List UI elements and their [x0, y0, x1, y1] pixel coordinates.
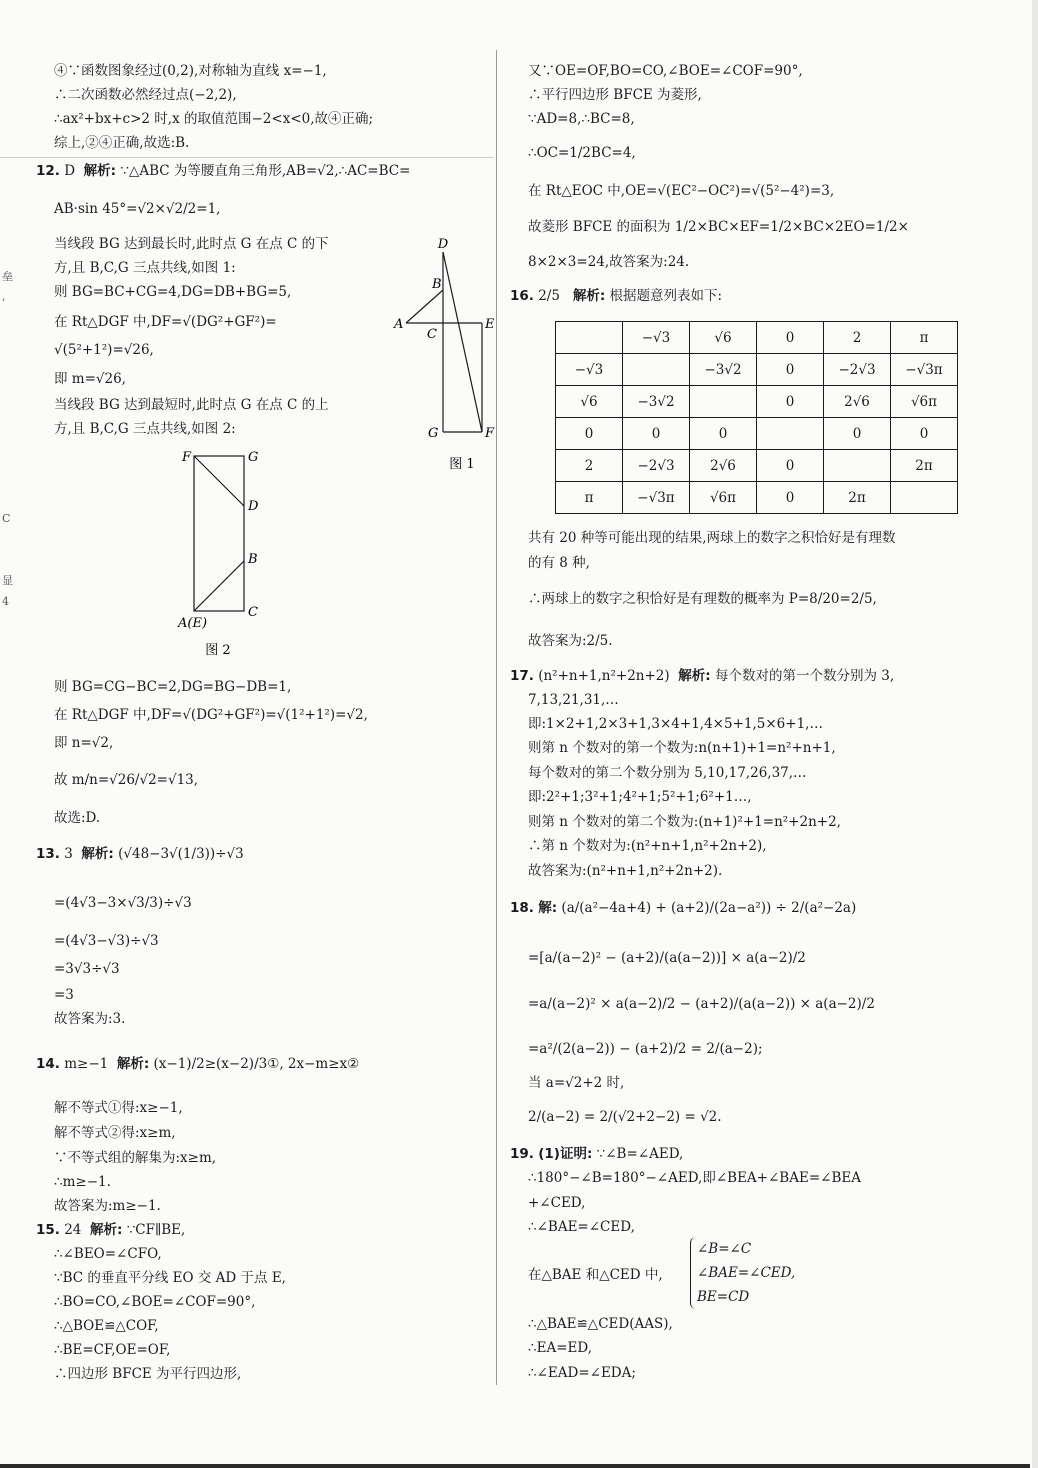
probability-table	[555, 321, 958, 514]
solution-line: 又∵OE=OF,BO=CO,∠BOE=∠COF=90°,	[528, 63, 803, 79]
fig1-caption: 图 1	[449, 457, 475, 472]
solution-text: (√48−3√(1/3))÷√3	[118, 846, 244, 862]
solution-text: (a/(a²−4a+4) + (a+2)/(2a−a²)) ÷ 2/(a²−2a)	[561, 900, 857, 916]
table-cell: π	[556, 482, 623, 514]
solution-line: ∴∠BEO=∠CFO,	[54, 1246, 162, 1262]
question-17	[510, 667, 894, 685]
question-12	[36, 162, 410, 180]
table-cell: 0	[757, 322, 824, 354]
table-cell: −3√2	[690, 354, 757, 386]
table-row	[556, 386, 958, 418]
fig1-label-g: G	[428, 426, 439, 441]
solution-line: +∠CED,	[528, 1195, 586, 1211]
solution-line: ∵不等式组的解集为:x≥m,	[54, 1150, 217, 1166]
margin-mark: 显	[2, 574, 13, 587]
solution-line: 在△BAE 和△CED 中,	[528, 1267, 663, 1283]
analysis-label: 解析:	[81, 846, 114, 862]
table-cell: √6π	[690, 482, 757, 514]
table-cell	[556, 322, 623, 354]
solution-line: ∴EA=ED,	[528, 1340, 592, 1356]
question-number: 13.	[36, 846, 60, 862]
solution-line: 方,且 B,C,G 三点共线,如图 1:	[54, 260, 236, 276]
table-cell: 2π	[824, 482, 891, 514]
solution-line: 则 BG=CG−BC=2,DG=BG−DB=1,	[54, 679, 292, 695]
solution-line: =[a/(a−2)² − (a+2)/(a(a−2))] × a(a−2)/2	[528, 950, 806, 966]
question-number: 18.	[510, 900, 534, 916]
solution-line: ④∵函数图象经过(0,2),对称轴为直线 x=−1,	[54, 63, 327, 79]
table-cell: 2√6	[824, 386, 891, 418]
solution-line: =3√3÷√3	[54, 961, 120, 977]
table-row	[556, 482, 958, 514]
question-13	[36, 845, 244, 863]
solution-line: 故选:D.	[54, 810, 101, 826]
solution-line: 当 a=√2+2 时,	[528, 1075, 625, 1091]
solution-line: √(5²+1²)=√26,	[54, 342, 154, 358]
question-number: 15.	[36, 1222, 60, 1238]
solution-line: ∵AD=8,∴BC=8,	[528, 111, 635, 127]
solution-line: =(4√3−√3)÷√3	[54, 933, 159, 949]
solution-line: 即:2²+1;3²+1;4²+1;5²+1;6²+1…,	[528, 789, 752, 805]
solution-line: ∴四边形 BFCE 为平行四边形,	[54, 1366, 242, 1382]
answer: 2/5	[538, 288, 560, 304]
solution-label: 解:	[538, 900, 558, 916]
solution-line: ∴OC=1/2BC=4,	[528, 145, 636, 161]
table-cell: −√3π	[623, 482, 690, 514]
figure-1	[392, 232, 495, 472]
analysis-label: 解析:	[572, 288, 606, 304]
table-cell: −2√3	[623, 450, 690, 482]
solution-line: 即 n=√2,	[54, 735, 114, 751]
question-number: 16.	[510, 288, 534, 304]
table-cell: √6	[556, 386, 623, 418]
solution-line: 即:1×2+1,2×3+1,3×4+1,4×5+1,5×6+1,…	[528, 716, 823, 732]
table-row	[556, 354, 958, 386]
table-cell: 0	[891, 418, 958, 450]
solution-line: 则第 n 个数对的第一个数为:n(n+1)+1=n²+n+1,	[528, 740, 836, 756]
answer: (n²+n+1,n²+2n+2)	[538, 668, 670, 684]
solution-line: 8×2×3=24,故答案为:24.	[528, 254, 690, 270]
page-bottom-bar	[0, 1464, 1030, 1468]
solution-line: =(4√3−3×√3/3)÷√3	[54, 895, 192, 911]
table-cell: 0	[556, 418, 623, 450]
table-row	[556, 450, 958, 482]
fig2-label-d: D	[248, 499, 259, 514]
solution-text: 每个数对的第一个数分别为 3,	[714, 668, 895, 684]
solution-line: AB·sin 45°=√2×√2/2=1,	[54, 201, 221, 217]
fig1-label-b: B	[432, 277, 442, 292]
analysis-label: 解析:	[678, 668, 711, 684]
solution-line: ∴第 n 个数对为:(n²+n+1,n²+2n+2),	[528, 838, 767, 854]
table-cell: 0	[757, 482, 824, 514]
page-edge	[1032, 0, 1038, 1468]
table-header-row	[556, 322, 958, 354]
fig2-label-g: G	[248, 450, 259, 465]
solution-line: 7,13,21,31,…	[528, 692, 619, 708]
fig2-label-c: C	[248, 605, 258, 620]
question-number: 12.	[36, 163, 60, 179]
table-cell: 2√6	[690, 450, 757, 482]
solution-line: 解不等式②得:x≥m,	[54, 1125, 176, 1141]
table-cell: −3√2	[623, 386, 690, 418]
margin-mark: 垒	[2, 270, 13, 283]
solution-line: ∴两球上的数字之积恰好是有理数的概率为 P=8/20=2/5,	[528, 591, 877, 607]
table-cell: −√3	[623, 322, 690, 354]
margin-mark: ,	[2, 290, 6, 303]
answer: 3	[64, 846, 73, 862]
table-row	[556, 418, 958, 450]
solution-line: 方,且 B,C,G 三点共线,如图 2:	[54, 421, 236, 437]
table-cell: 2	[824, 322, 891, 354]
table-cell	[757, 418, 824, 450]
table-cell: π	[891, 322, 958, 354]
solution-line: =a²/(2(a−2)) − (a+2)/2 = 2/(a−2);	[528, 1041, 763, 1057]
condition-item: BE=CD	[697, 1289, 750, 1305]
solution-line: 故答案为:(n²+n+1,n²+2n+2).	[528, 863, 723, 879]
table-cell	[690, 386, 757, 418]
solution-line: ∴m≥−1.	[54, 1174, 111, 1190]
solution-line: 当线段 BG 达到最短时,此时点 G 在点 C 的上	[54, 397, 329, 413]
solution-text: ∵△ABC 为等腰直角三角形,AB=√2,∴AC=BC=	[120, 163, 411, 179]
solution-line: ∴ax²+bx+c>2 时,x 的取值范围−2<x<0,故④正确;	[54, 111, 374, 127]
condition-brace	[690, 1237, 795, 1309]
solution-line: 当线段 BG 达到最长时,此时点 G 在点 C 的下	[54, 236, 329, 252]
solution-line: 在 Rt△DGF 中,DF=√(DG²+GF²)=√(1²+1²)=√2,	[54, 707, 368, 723]
solution-line: ∴∠BAE=∠CED,	[528, 1219, 635, 1235]
solution-line: 2/(a−2) = 2/(√2+2−2) = √2.	[528, 1109, 722, 1125]
table-cell: 0	[824, 418, 891, 450]
fig2-label-f: F	[182, 450, 192, 465]
fig2-caption: 图 2	[205, 643, 231, 658]
solution-line: ∴二次函数必然经过点(−2,2),	[54, 87, 237, 103]
question-number: 14.	[36, 1056, 60, 1072]
figure-2	[166, 444, 306, 662]
solution-line: 故菱形 BFCE 的面积为 1/2×BC×EF=1/2×BC×2EO=1/2×	[528, 219, 909, 235]
answer: m≥−1	[64, 1056, 109, 1072]
solution-line: 故答案为:m≥−1.	[54, 1198, 161, 1214]
solution-text: ∵CF∥BE,	[126, 1222, 186, 1238]
question-19	[510, 1145, 683, 1163]
table-cell: 2π	[891, 450, 958, 482]
solution-line: 故答案为:3.	[54, 1011, 126, 1027]
solution-line: 则第 n 个数对的第二个数为:(n+1)²+1=n²+2n+2,	[528, 814, 841, 830]
solution-line: ∴∠EAD=∠EDA;	[528, 1365, 636, 1381]
question-18	[510, 899, 856, 917]
table-cell: 0	[623, 418, 690, 450]
fig1-label-f: F	[485, 426, 495, 441]
solution-line: 每个数对的第二个数分别为 5,10,17,26,37,…	[528, 765, 807, 781]
table-cell: 0	[757, 450, 824, 482]
table-cell	[891, 482, 958, 514]
fig1-label-d: D	[437, 237, 449, 252]
solution-line: =3	[54, 987, 74, 1003]
solution-line: ∵BC 的垂直平分线 EO 交 AD 于点 E,	[54, 1270, 286, 1286]
solution-line: ∴△BOE≌△COF,	[54, 1318, 159, 1334]
table-cell: √6	[690, 322, 757, 354]
solution-line: ∴BE=CF,OE=OF,	[54, 1342, 171, 1358]
question-number: 19.	[510, 1146, 534, 1162]
condition-item: ∠B=∠C	[697, 1241, 752, 1257]
table-cell	[824, 450, 891, 482]
solution-line: 则 BG=BC+CG=4,DG=DB+BG=5,	[54, 284, 292, 300]
margin-mark: C	[2, 512, 11, 525]
solution-text: 根据题意列表如下:	[609, 288, 723, 304]
answer: 24	[64, 1222, 82, 1238]
table-cell: −√3	[556, 354, 623, 386]
table-cell: 2	[556, 450, 623, 482]
table-cell: 0	[690, 418, 757, 450]
solution-line: ∴180°−∠B=180°−∠AED,即∠BEA+∠BAE=∠BEA	[528, 1170, 861, 1186]
table-cell: −2√3	[824, 354, 891, 386]
question-16	[510, 287, 722, 305]
solution-line: 的有 8 种,	[528, 555, 590, 571]
solution-line: 即 m=√26,	[54, 371, 126, 387]
condition-item: ∠BAE=∠CED,	[697, 1265, 796, 1281]
solution-line: 在 Rt△EOC 中,OE=√(EC²−OC²)=√(5²−4²)=3,	[528, 183, 835, 199]
proof-label: (1)证明:	[538, 1146, 593, 1162]
solution-line: =a/(a−2)² × a(a−2)/2 − (a+2)/(a(a−2)) × a(a−2)/2	[528, 996, 875, 1012]
question-number: 17.	[510, 668, 534, 684]
analysis-label: 解析:	[116, 1056, 150, 1072]
solution-line: ∴BO=CO,∠BOE=∠COF=90°,	[54, 1294, 256, 1310]
analysis-label: 解析:	[83, 163, 117, 179]
table-cell: 0	[757, 354, 824, 386]
solution-line: ∴△BAE≌△CED(AAS),	[528, 1316, 673, 1332]
fig1-label-a: A	[394, 317, 404, 332]
solution-line: 共有 20 种等可能出现的结果,两球上的数字之积恰好是有理数	[528, 530, 896, 546]
section-rule	[0, 157, 494, 158]
solution-line: ∴平行四边形 BFCE 为菱形,	[528, 87, 702, 103]
solution-line: 综上,②④正确,故选:B.	[54, 135, 190, 151]
table-cell: 0	[757, 386, 824, 418]
question-14	[36, 1055, 359, 1073]
solution-line: 故 m/n=√26/√2=√13,	[54, 772, 199, 788]
solution-line: 故答案为:2/5.	[528, 633, 613, 649]
fig1-label-e: E	[485, 317, 495, 332]
question-15	[36, 1221, 185, 1239]
fig1-label-c: C	[427, 327, 437, 342]
fig2-label-b: B	[248, 552, 258, 567]
analysis-label: 解析:	[90, 1222, 123, 1238]
table-cell	[623, 354, 690, 386]
fig2-label-ae: A(E)	[178, 616, 208, 631]
solution-text: (x−1)/2≥(x−2)/3①, 2x−m≥x②	[153, 1056, 360, 1072]
solution-line: 解不等式①得:x≥−1,	[54, 1100, 183, 1116]
margin-mark: 4	[2, 595, 9, 608]
table-cell: √6π	[891, 386, 958, 418]
column-divider	[496, 50, 497, 1385]
solution-text: ∵∠B=∠AED,	[596, 1146, 684, 1162]
answer: D	[64, 163, 76, 179]
solution-line: 在 Rt△DGF 中,DF=√(DG²+GF²)=	[54, 314, 277, 330]
table-cell: −√3π	[891, 354, 958, 386]
